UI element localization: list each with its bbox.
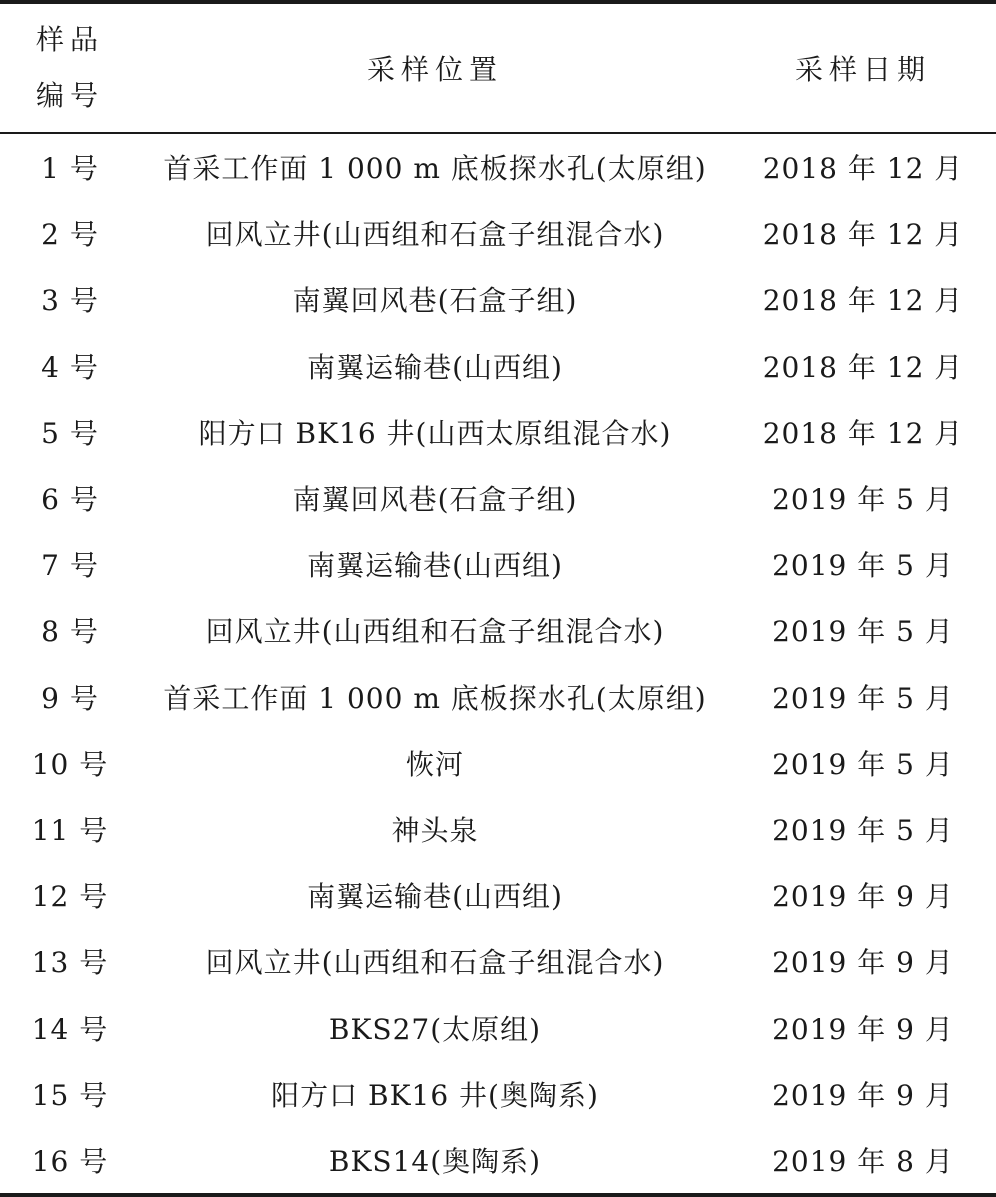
table-row [0,994,996,1060]
cell-sample-id: 3 号 [41,284,99,318]
cell-sample-id: 15 号 [31,1078,109,1112]
cell-sample-id: 7 号 [41,549,99,583]
cell-sample-id: 16 号 [31,1144,109,1178]
table-bottom-rule [0,1193,996,1197]
table-row [0,333,996,399]
cell-location: 恢河 [405,747,464,781]
table-row [0,1127,996,1193]
table-row [0,200,996,266]
table-row [0,266,996,332]
cell-sample-id: 14 号 [31,1012,109,1046]
cell-sample-id: 4 号 [41,350,99,384]
cell-date: 2019 年 9 月 [772,946,954,980]
cell-date: 2019 年 9 月 [772,1078,954,1112]
table-header-row [0,4,996,132]
cell-location: 南翼回风巷(石盒子组) [292,284,578,318]
header-sample-id [0,12,140,124]
cell-date: 2019 年 8 月 [772,1144,954,1178]
cell-location: 南翼运输巷(山西组) [307,350,563,384]
table-row [0,597,996,663]
cell-date: 2019 年 9 月 [772,1012,954,1046]
cell-sample-id: 5 号 [41,416,99,450]
table-body [0,134,996,1193]
cell-date: 2019 年 5 月 [772,813,954,847]
cell-date: 2018 年 12 月 [762,218,964,252]
cell-location: BKS14(奥陶系) [328,1144,542,1178]
table-row [0,531,996,597]
cell-date: 2018 年 12 月 [762,284,964,318]
cell-date: 2019 年 5 月 [772,615,954,649]
header-date: 采样日期 [794,53,931,86]
table-row [0,399,996,465]
cell-location: 南翼运输巷(山西组) [307,549,563,583]
cell-location: 南翼运输巷(山西组) [307,880,563,914]
cell-sample-id: 1 号 [41,152,99,186]
table-row [0,796,996,862]
table-row [0,730,996,796]
cell-location: 回风立井(山西组和石盒子组混合水) [205,615,665,649]
cell-location: 首采工作面 1 000 m 底板探水孔(太原组) [163,681,707,715]
header-location: 采样位置 [366,53,503,86]
cell-date: 2018 年 12 月 [762,350,964,384]
cell-sample-id: 8 号 [41,615,99,649]
cell-location: 首采工作面 1 000 m 底板探水孔(太原组) [163,152,707,186]
cell-date: 2018 年 12 月 [762,416,964,450]
cell-location: 南翼回风巷(石盒子组) [292,483,578,517]
cell-date: 2018 年 12 月 [762,152,964,186]
table-row [0,664,996,730]
cell-location: 回风立井(山西组和石盒子组混合水) [205,946,665,980]
table-row [0,1061,996,1127]
cell-sample-id: 13 号 [31,946,109,980]
cell-sample-id: 11 号 [31,813,109,847]
cell-sample-id: 2 号 [41,218,99,252]
cell-location: BKS27(太原组) [328,1012,542,1046]
cell-location: 神头泉 [391,813,479,847]
cell-sample-id: 9 号 [41,681,99,715]
header-sample-id-line2: 编号 [35,79,104,112]
cell-date: 2019 年 5 月 [772,549,954,583]
table-row [0,465,996,531]
cell-date: 2019 年 5 月 [772,747,954,781]
cell-location: 回风立井(山西组和石盒子组混合水) [205,218,665,252]
cell-location: 阳方口 BK16 井(奥陶系) [271,1078,599,1112]
table-row [0,862,996,928]
cell-location: 阳方口 BK16 井(山西太原组混合水) [198,416,672,450]
cell-date: 2019 年 5 月 [772,483,954,517]
cell-sample-id: 10 号 [31,747,109,781]
cell-sample-id: 12 号 [31,880,109,914]
cell-sample-id: 6 号 [41,483,99,517]
header-sample-id-line1: 样品 [35,23,104,56]
table-row [0,134,996,200]
cell-date: 2019 年 9 月 [772,880,954,914]
table-row [0,928,996,994]
cell-date: 2019 年 5 月 [772,681,954,715]
